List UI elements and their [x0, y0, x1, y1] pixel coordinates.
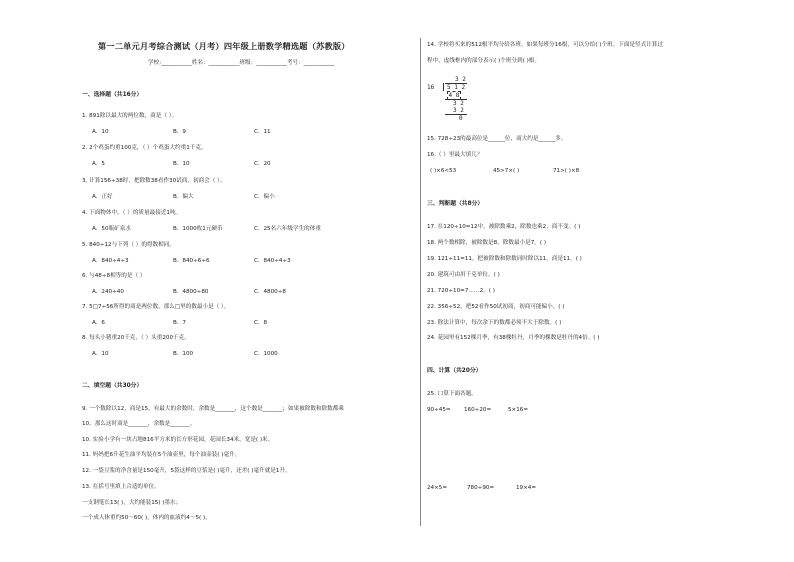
ld-divisor: 16 — [427, 84, 435, 91]
calc-3: 5×16= — [508, 407, 529, 413]
ld-line-2 — [445, 114, 467, 115]
question-13-line2: 一个成人体重约50～60( )，体内的血液约4～5( )。 — [82, 515, 211, 521]
q7-option-c: C．8 — [254, 320, 268, 326]
ld-step3: 3 2 — [453, 107, 464, 114]
q16-item-2: 45>7×( ) — [493, 168, 520, 174]
ld-step2: 3 2 — [453, 100, 464, 107]
student-info-line: 学校:___________姓名：___________班级：___________考号：___________ — [148, 60, 335, 66]
q6-option-c: C．4800÷8 — [254, 289, 286, 295]
q3-option-a: A．正好 — [92, 194, 113, 200]
q5-option-a: A．840÷4÷3 — [92, 258, 129, 264]
question-19: 19. 121÷11=11，把被除数和除数同时除以11，商是11。( ) — [427, 256, 582, 262]
question-7: 7. 5□7÷56所得的商是两位数，那么□里的数最小是（ ）。 — [82, 304, 230, 310]
ld-quotient: 3 2 — [455, 76, 466, 83]
q3-option-c: C．偏小 — [254, 194, 275, 200]
calc-5: 780÷90= — [467, 485, 495, 491]
question-9-line2: 10，那么这时商是_______，余数是_______。 — [82, 421, 196, 427]
ld-bracket — [443, 83, 444, 91]
question-21: 21. 720÷10=7……2。( ) — [427, 288, 495, 294]
calc-6: 19×4= — [516, 485, 537, 491]
q5-option-b: B．840÷6÷6 — [173, 258, 210, 264]
q8-option-c: C．1000 — [254, 351, 278, 357]
column-divider — [420, 38, 421, 526]
question-10: 10. 实验小学有一块占地816平方米的长方形花园，花园长34米，宽是( )米。 — [82, 437, 274, 443]
q1-option-a: A．10 — [92, 129, 109, 135]
q4-option-b: B．1000枚1元硬币 — [173, 226, 223, 232]
question-2: 2. 2个鸡蛋约重100克，（ ）个鸡蛋大约重1千克。 — [82, 145, 207, 151]
section-calc-heading: 四、计算（共20分） — [427, 368, 482, 374]
question-13: 13. 在括号里填上合适的单位。 — [82, 484, 160, 490]
question-18: 18. 两个数相除，被除数是8，除数最小是7。( ) — [427, 240, 547, 246]
question-5: 5. 840÷12与下列（ ）的得数相同。 — [82, 242, 175, 248]
q2-option-b: B．10 — [173, 161, 190, 167]
question-1: 1. 891除以最大的两位数，商是（ ）。 — [82, 113, 178, 119]
q7-option-a: A．6 — [92, 320, 105, 326]
question-22: 22. 356÷52，把52看作50试初商，初商可能偏小。( ) — [427, 304, 565, 310]
page-title: 第一二单元月考综合测试（月考）四年级上册数学精选题（苏教版） — [98, 41, 350, 51]
section-choice-heading: 一、选择题（共16分） — [82, 92, 143, 98]
question-3: 3. 计算156÷38时，把除数38看作30试商，初商会（ ）。 — [82, 178, 226, 184]
section-judge-heading: 三、判断题（共8分） — [427, 201, 484, 207]
q8-option-a: A．10 — [92, 351, 109, 357]
q7-option-b: B．7 — [173, 320, 186, 326]
question-15: 15. 728÷23的最高位是______位，商大约是______多。 — [427, 136, 567, 142]
ld-dividend: 5 1 2 — [447, 84, 466, 91]
q8-option-b: B．100 — [173, 351, 194, 357]
question-14-line1: 14. 学校将买来的512根平均分给各班，如果每班分16根，可以分给( )个班。下面是竖式计算过 — [427, 42, 663, 48]
question-9-line1: 9. 一个数除以12，商是15，有最大的余数时，余数是_______，这个数是_______；如果被除数和除数都乘 — [82, 406, 344, 412]
q16-item-1: ( )×6<53 — [430, 168, 457, 174]
q16-item-3: 71>( )×8 — [553, 168, 580, 174]
question-11: 11. 妈妈把6升花生油平均装在5个油壶里，每个油壶装( )毫升。 — [82, 452, 241, 458]
q3-option-b: B．偏大 — [173, 194, 194, 200]
q4-option-a: A．50瓶矿泉水 — [92, 226, 131, 232]
question-14-line2: 程中，虚线框内的部分表示( )个班分到( )根。 — [427, 58, 540, 64]
q1-option-c: C．11 — [254, 129, 271, 135]
ld-remainder: 0 — [459, 115, 463, 122]
q6-option-a: A．240÷40 — [92, 289, 124, 295]
question-25: 25. 口算下面各题。 — [427, 391, 477, 397]
q5-option-c: C．840÷4÷3 — [254, 258, 291, 264]
question-16: 16.（ ）里最大填几？ — [427, 152, 483, 158]
q2-option-a: A．5 — [92, 161, 105, 167]
long-division-work — [427, 76, 487, 124]
calc-4: 24×5= — [427, 485, 448, 491]
section-fill-heading: 二、填空题（共30分） — [82, 383, 143, 389]
question-12: 12. 一袋豆浆的净含量是150毫升，5袋这样的豆浆是( )毫升，还差( )毫升就是1升。 — [82, 468, 291, 474]
calc-1: 90÷45= — [427, 407, 451, 413]
question-6: 6. 与48÷8相等的是（ ） — [82, 273, 146, 279]
question-8: 8. 每头小猪重20千克，（ ）头重200千克。 — [82, 335, 190, 341]
question-20: 20. 建筑可由用千克单位。( ) — [427, 272, 500, 278]
question-4: 4. 下面物体中，（ ）的质量最接近1吨。 — [82, 210, 182, 216]
question-23: 23. 除法计算中，每次余下的数都必须不大于除数。( ) — [427, 320, 562, 326]
q2-option-c: C．20 — [254, 161, 271, 167]
q1-option-b: B．9 — [173, 129, 186, 135]
ld-dashed-box: 4 8 — [448, 92, 460, 99]
question-13-line1: 一支钢笔长13( )，大约能装15( )墨水； — [82, 500, 182, 506]
question-24: 24. 花园里有152棵月季，有38棵牡丹，月季的棵数是牡丹的4倍。( ) — [427, 335, 600, 341]
question-17: 17. 在120÷10=12中，被除数乘2，除数也乘2，商不变。( ) — [427, 224, 581, 230]
q6-option-b: B．4800÷80 — [173, 289, 209, 295]
q4-option-c: C．25名六年级学生的体重 — [254, 226, 321, 232]
calc-2: 160÷20= — [464, 407, 492, 413]
